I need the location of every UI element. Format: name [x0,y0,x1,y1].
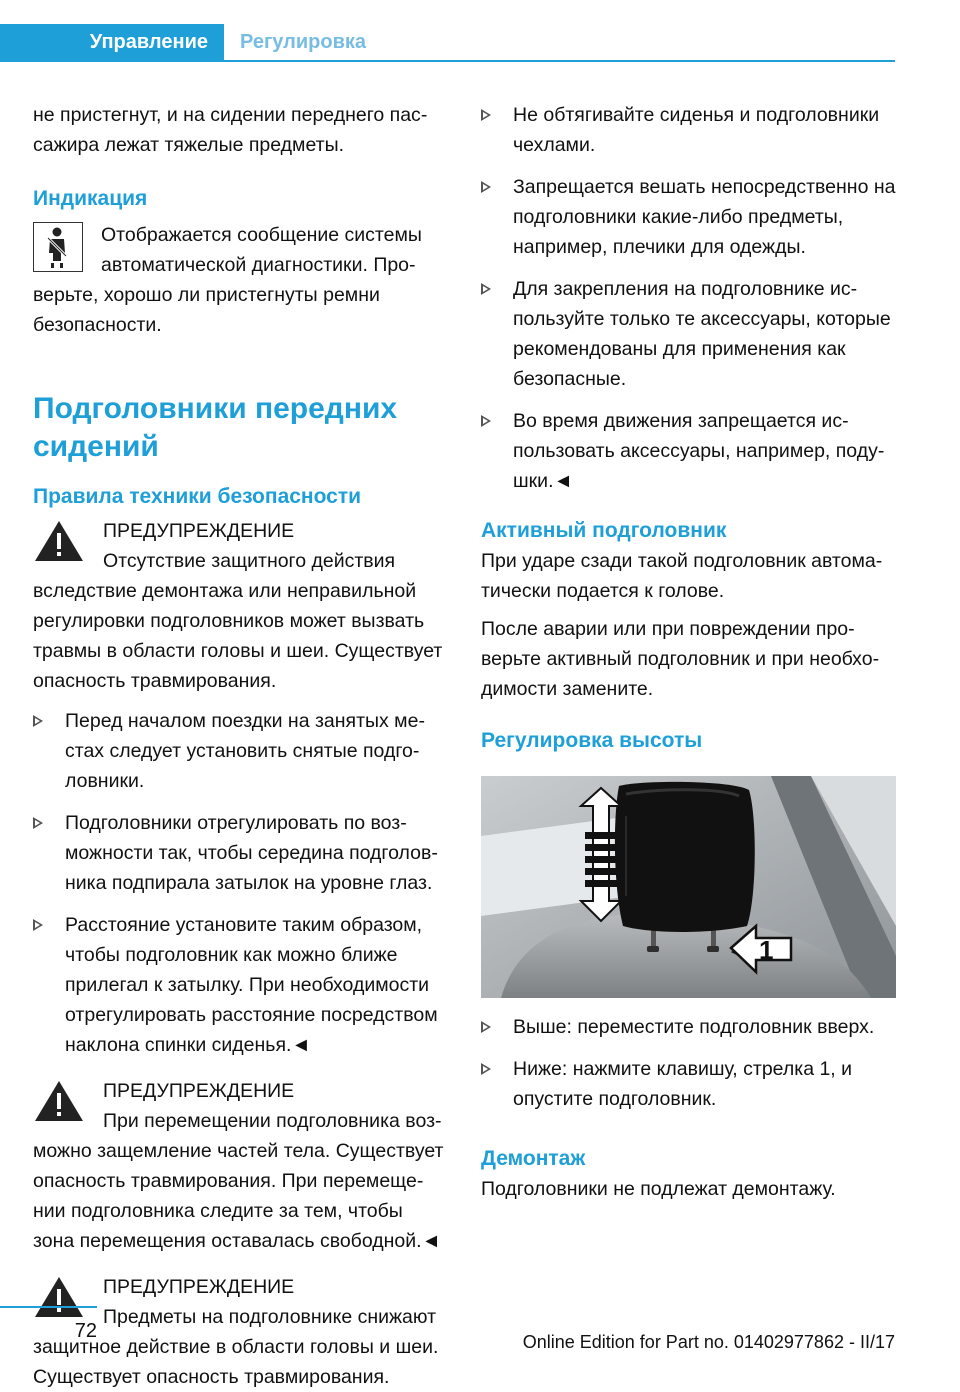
warning-3-title: ПРЕДУПРЕЖДЕНИЕ [103,1276,295,1298]
warning-3-text: Предметы на подголовнике снижают защитное действие в области головы и шеи. Существует опасность травмирования. [33,1306,439,1388]
warning-triangle-icon [33,1274,85,1320]
section-heading: Подголовники передних сидений [33,392,398,463]
active-headrest-text-1: При ударе сзади такой подголовник автоматически подается к голове. [481,550,883,602]
list-item: Во время движения запрещается использовать аксессуары, например, подушки.◄ [481,406,896,496]
warning-1-title: ПРЕДУПРЕЖДЕНИЕ [103,520,295,542]
height-bullet-list [481,1012,896,1114]
safety-heading: Правила техники безопасности [33,485,362,508]
indication-heading: Индикация [33,187,148,210]
bullet-triangle-icon [33,817,43,829]
list-item: Для закрепления на подголовнике используйте только те аксессуары, которые рекомендованы для применения как безопасные. [481,274,896,394]
warning-triangle-icon [33,1078,85,1124]
photo-callout-label: 1 [759,935,774,965]
left-column [33,100,448,1392]
tab-upravlenie[interactable]: Управление [0,24,224,60]
list-item: Не обтягивайте сиденья и подголовники чехлами. [481,100,896,160]
headrest-photo [481,776,896,998]
active-headrest-text-2: После аварии или при повреждении проверьте активный подголовник и при необходимости замените. [481,618,880,700]
list-item: Ниже: нажмите клавишу, стрелка 1, и опустите подголовник. [481,1054,896,1114]
warning-2-text: При перемещении подголовника возможно защемление частей тела. Существует опасность травмирования. При перемещении подголовника следите за тем, чтобы зона перемещения оставалась свободной.◄ [33,1110,444,1252]
bullet-triangle-icon [481,283,491,295]
indication-text: Отображается сообщение системы автоматической диагностики. Проверьте, хорошо ли пристегнуты ремни безопасности. [33,224,422,336]
warning-triangle-icon [33,518,85,564]
bullet-triangle-icon [481,1063,491,1075]
removal-heading: Демонтаж [481,1147,586,1170]
bullet-triangle-icon [481,415,491,427]
tab-regulirovka[interactable]: Регулировка [240,31,367,53]
bullet-triangle-icon [33,919,43,931]
indication-block [33,220,448,340]
list-item: Запрещается вешать непосредственно на подголовники какие-либо предметы, например, плечики для одежды. [481,172,896,262]
active-headrest-heading: Активный подголовник [481,519,727,542]
list-item: Подголовники отрегулировать по возможности так, чтобы середина подголовника подпирала затылок на уровне глаз. [33,808,448,898]
headrest-bullet-list [33,706,448,1060]
height-adjust-heading: Регулировка высоты [481,729,703,752]
warning-block-2 [33,1076,448,1256]
removal-text: Подголовники не подлежат демонтажу. [481,1178,836,1200]
intro-paragraph: не пристегнут, и на сидении переднего пассажира лежат тяжелые предметы. [33,104,428,156]
bullet-triangle-icon [481,181,491,193]
page-number: 72 [74,1320,97,1342]
warning-block-1 [33,516,448,696]
list-item: Перед началом поездки на занятых местах следует установить снятые подголовники. [33,706,448,796]
warning-2-title: ПРЕДУПРЕЖДЕНИЕ [103,1080,295,1102]
bullet-triangle-icon [481,109,491,121]
precaution-bullet-list [481,100,896,496]
right-column [481,100,896,1204]
header-tabbar [0,24,895,62]
edition-note: Online Edition for Part no. 01402977862 - II/17 [522,1332,895,1352]
list-item: Выше: переместите подголовник вверх. [481,1012,896,1042]
seatbelt-warning-icon [33,222,83,272]
footer-rule [0,1306,97,1308]
list-item: Расстояние установите таким образом, чтобы подголовник как можно ближе прилегал к затылку. При необходимости отрегулировать расстояние посредством наклона спинки сиденья.◄ [33,910,448,1060]
bullet-triangle-icon [33,715,43,727]
warning-1-text: Отсутствие защитного действия вследствие демонтажа или неправильной регулировки подголовников может вызвать травмы в области головы и шеи. Существует опасность травмирования. [33,550,443,692]
bullet-triangle-icon [481,1021,491,1033]
